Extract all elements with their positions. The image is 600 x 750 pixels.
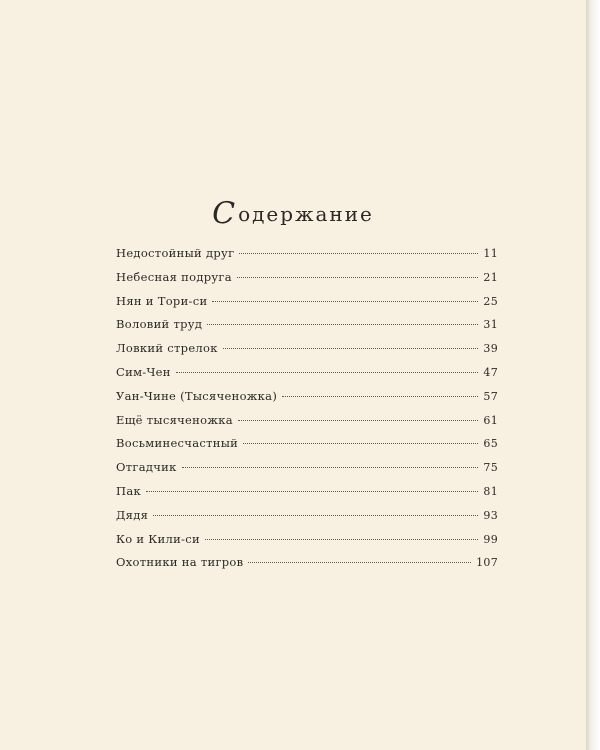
table-of-contents	[116, 246, 498, 579]
toc-entry-title: Восьминесчастный	[116, 436, 239, 451]
toc-entry-title: Ловкий стрелок	[116, 341, 218, 356]
toc-entry-title: Небесная подруга	[116, 269, 232, 284]
toc-entry-page: 75	[483, 461, 498, 475]
toc-entry[interactable]	[116, 508, 498, 532]
toc-entry-title: Охотники на тигров	[116, 555, 244, 570]
toc-entry[interactable]	[116, 532, 498, 556]
toc-dot-leader	[238, 420, 479, 421]
toc-dot-leader	[243, 443, 478, 444]
toc-entry-title: Пак	[116, 483, 141, 498]
toc-entry[interactable]	[116, 413, 498, 437]
toc-entry-page: 61	[483, 413, 498, 427]
toc-entry-page: 81	[483, 484, 498, 498]
toc-entry-title: Дядя	[116, 507, 149, 522]
toc-dot-leader	[282, 396, 478, 397]
toc-entry-page: 11	[483, 247, 498, 260]
toc-entry[interactable]	[116, 365, 498, 389]
toc-dot-leader	[153, 515, 478, 516]
toc-dot-leader	[207, 324, 478, 325]
toc-entry-page: 31	[483, 318, 498, 332]
toc-entry[interactable]	[116, 294, 498, 318]
toc-entry[interactable]	[116, 460, 498, 484]
title-rest: одержание	[238, 202, 374, 226]
toc-entry[interactable]	[116, 246, 498, 270]
toc-entry-page: 21	[483, 270, 498, 284]
toc-entry-title: Воловий труд	[116, 317, 203, 332]
toc-entry[interactable]	[116, 389, 498, 413]
toc-dot-leader	[237, 277, 478, 278]
toc-entry-title: Нян и Тори-си	[116, 293, 208, 308]
toc-dot-leader	[146, 491, 478, 492]
toc-entry-title: Уан-Чине (Тысяченожка)	[116, 388, 278, 403]
toc-entry[interactable]	[116, 555, 498, 579]
toc-dot-leader	[182, 467, 479, 468]
toc-entry-title: Ко и Кили-си	[116, 531, 200, 546]
toc-entry-page: 39	[483, 342, 498, 356]
toc-entry[interactable]	[116, 317, 498, 341]
toc-dot-leader	[248, 562, 471, 563]
toc-entry-title: Сим-Чен	[116, 364, 171, 379]
toc-entry-page: 99	[483, 532, 498, 546]
toc-entry[interactable]	[116, 270, 498, 294]
toc-entry-title: Недостойный друг	[116, 246, 235, 260]
page-title	[0, 196, 586, 231]
toc-dot-leader	[239, 253, 478, 254]
toc-dot-leader	[176, 372, 479, 373]
toc-entry-page: 25	[483, 294, 498, 308]
toc-entry-page: 47	[483, 365, 498, 379]
toc-entry-page: 57	[483, 389, 498, 403]
toc-dot-leader	[212, 301, 478, 302]
toc-dot-leader	[205, 539, 478, 540]
toc-entry[interactable]	[116, 341, 498, 365]
page-edge	[586, 0, 600, 750]
toc-entry[interactable]	[116, 484, 498, 508]
toc-entry-title: Ещё тысяченожка	[116, 412, 233, 427]
toc-entry-page: 65	[483, 437, 498, 451]
toc-dot-leader	[223, 348, 479, 349]
toc-entry-page: 93	[483, 508, 498, 522]
toc-entry-title: Отгадчик	[116, 460, 177, 475]
toc-entry-page: 107	[476, 556, 498, 570]
title-initial: С	[212, 196, 238, 231]
toc-entry[interactable]	[116, 436, 498, 460]
